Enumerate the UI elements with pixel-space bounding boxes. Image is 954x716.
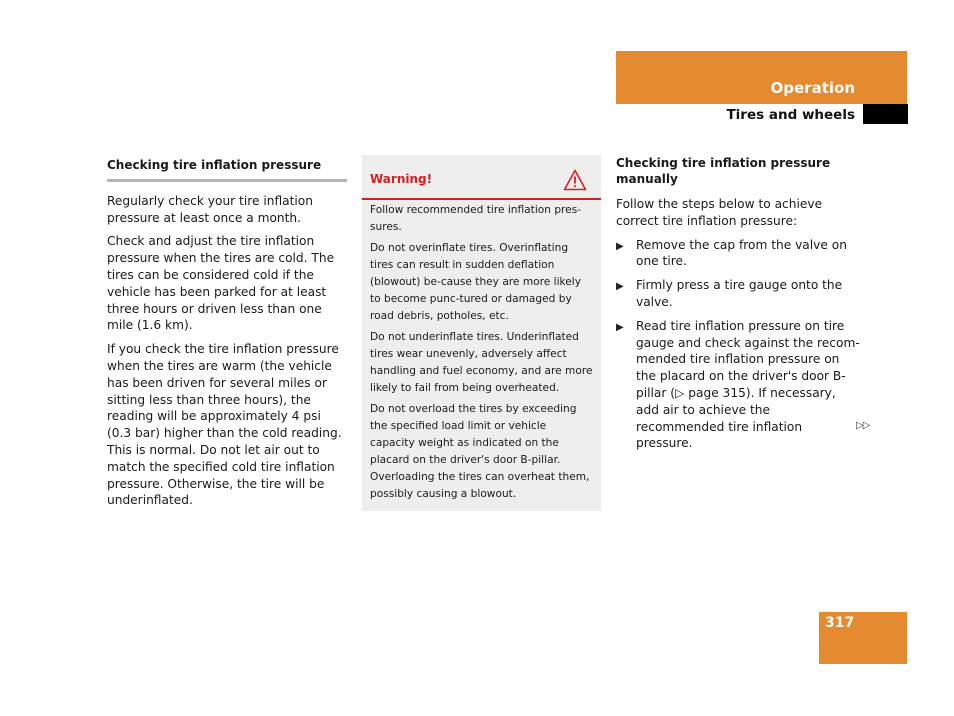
subsection-title: Tires and wheels xyxy=(726,107,855,123)
warning-box xyxy=(362,155,601,511)
right-heading: Checking tire inflation pressure manually xyxy=(616,156,831,186)
page-number-box xyxy=(819,612,907,664)
header-tab-marker xyxy=(863,104,908,124)
warning-body xyxy=(370,202,594,507)
step-arrow-icon: ▶ xyxy=(616,281,624,293)
step-arrow-icon: ▶ xyxy=(616,321,624,333)
continued-marker: ▷▷ xyxy=(856,420,870,431)
step-text: Remove the cap from the valve on one tire. xyxy=(636,237,847,269)
step-text: Read tire inflation pressure on tire gauge and check against the recom-mended tire inflation pressure on the placard on the driver's door B-pillar (▷ page 315). If necessary, add air to achieve the recommended tire inflation pressure. xyxy=(636,318,860,451)
left-paragraph: Regularly check your tire inflation pressure at least once a month. xyxy=(107,193,313,225)
left-paragraph: If you check the tire inflation pressure when the tires are warm (the vehicle has been driven for several miles or sitting less than three hours), the reading will be approximately 4 psi (0.3 bar) higher than the cold reading. This is normal. Do not let air out to match the specified cold tire inflation pressure. Otherwise, the tire will be underinflated. xyxy=(107,342,342,508)
right-intro: Follow the steps below to achieve correct tire inflation pressure: xyxy=(616,197,823,228)
warning-title: Warning! xyxy=(370,172,433,186)
step-item xyxy=(616,277,861,311)
header-accent-bar xyxy=(616,51,907,104)
warning-paragraph: Do not overinflate tires. Overinflating tires can result in sudden deflation (blowout) be-cause they are more likely to become punc-tured or damaged by road debris, potholes, etc. xyxy=(370,242,582,322)
warning-paragraph: Follow recommended tire inflation pres-sures. xyxy=(370,204,582,233)
step-arrow-icon: ▶ xyxy=(616,240,624,252)
right-column xyxy=(616,155,861,459)
left-column xyxy=(107,157,347,516)
step-text: Firmly press a tire gauge onto the valve. xyxy=(636,278,843,309)
step-item xyxy=(616,318,861,452)
section-title: Operation xyxy=(770,79,855,97)
warning-divider xyxy=(362,198,601,200)
warning-paragraph: Do not underinflate tires. Underinflated tires wear unevenly, adversely affect handling and fuel economy, and are more likely to fail from being overheated. xyxy=(370,331,593,394)
page-number: 317 xyxy=(825,615,855,631)
warning-paragraph: Do not overload the tires by exceeding the specified load limit or vehicle capacity weight as indicated on the placard on the driver's door B-pillar. Overloading the tires can overheat them, possibly causing a blowout. xyxy=(370,403,590,500)
left-heading: Checking tire inflation pressure xyxy=(107,157,347,182)
warning-triangle-icon xyxy=(563,169,587,191)
step-item xyxy=(616,237,861,271)
left-paragraph: Check and adjust the tire inflation pressure when the tires are cold. The tires can be considered cold if the vehicle has been parked for at least three hours or driven less than one mile (1.6 km). xyxy=(107,234,335,333)
